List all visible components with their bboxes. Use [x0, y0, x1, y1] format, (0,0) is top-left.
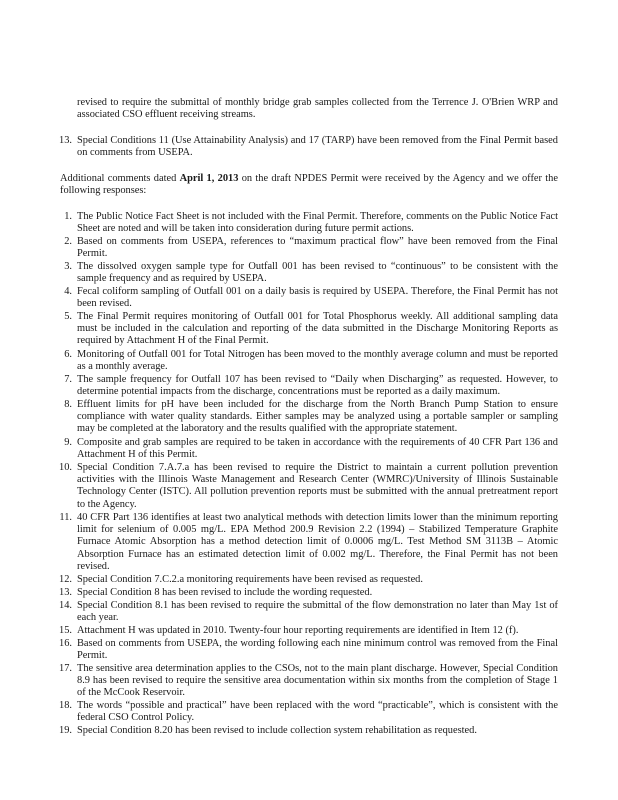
item-text: The dissolved oxygen sample type for Outfall 001 has been revised to “continuous” to be consistent with the sample frequency and as required by USEPA.	[77, 261, 558, 285]
item-number: 19.	[59, 725, 72, 736]
item-number: 15.	[59, 625, 72, 636]
item-text: Special Condition 7.A.7.a has been revised to require the District to maintain a current pollution prevention activities with the Illinois Waste Management and Research Center (WMRC)/University of Illinois Sustainable Technology Center (ISTC). All pollution prevention reports must be submitted with the annual pretreatment report to the Agency.	[77, 462, 558, 510]
item-number: 4.	[64, 286, 72, 297]
item-number: 11.	[59, 512, 72, 523]
item-number: 16.	[59, 638, 72, 649]
item-text: Special Conditions 11 (Use Attainability Analysis) and 17 (TARP) have been removed from the Final Permit based on comments from USEPA.	[77, 135, 558, 159]
item-number: 7.	[64, 374, 72, 385]
continued-paragraph: revised to require the submittal of monthly bridge grab samples collected from the Terrence J. O'Brien WRP and associated CSO effluent receiving streams.	[77, 97, 558, 121]
item-text: Monitoring of Outfall 001 for Total Nitrogen has been moved to the monthly average column and must be reported as a monthly average.	[77, 349, 558, 373]
item-text: Based on comments from USEPA, references to “maximum practical flow” have been removed from the Final Permit.	[77, 236, 558, 260]
item-text: Special Condition 8.20 has been revised to include collection system rehabilitation as requested.	[77, 725, 477, 736]
item-number: 9.	[64, 437, 72, 448]
item-number: 12.	[59, 574, 72, 585]
item-number: 18.	[59, 700, 72, 711]
item-text: The sensitive area determination applies to the CSOs, not to the main plant discharge. However, Special Condition 8.9 has been revised to require the sensitive area documentation within six months from the completion of Stage 1 of the McCook Reservoir.	[77, 663, 558, 699]
item-number: 13.	[59, 135, 72, 146]
intro-after: on the draft NPDES Permit were received by the Agency and we offer the following responses:	[60, 173, 558, 197]
intro-paragraph	[60, 173, 558, 197]
item-number: 3.	[64, 261, 72, 272]
item-number: 6.	[64, 349, 72, 360]
item-text: Special Condition 8.1 has been revised to require the submittal of the flow demonstration no later than May 1st of each year.	[77, 600, 558, 624]
item-number: 14.	[59, 600, 72, 611]
item-text: The Final Permit requires monitoring of Outfall 001 for Total Phosphorus weekly. All additional sampling data must be included in the calculation and reporting of the data submitted in the Discharge Monitoring Reports as required by Attachment H of the Final Permit.	[77, 311, 558, 347]
item-text: Composite and grab samples are required to be taken in accordance with the requirements of 40 CFR Part 136 and Attachment H of this Permit.	[77, 437, 558, 461]
item-text: The sample frequency for Outfall 107 has been revised to “Daily when Discharging” as requested. However, to determine potential impacts from the discharge, concentrations must be reported as a daily maximum.	[77, 374, 558, 398]
item-number: 1.	[64, 211, 72, 222]
item-text: Effluent limits for pH have been included for the discharge from the North Branch Pump Station to ensure compliance with water quality standards. Either samples may be analyzed using a portable sampler or sampling may be completed at the laboratory and the results qualified with the appropriate statement.	[77, 399, 558, 435]
item-number: 2.	[64, 236, 72, 247]
intro-date: April 1, 2013	[179, 173, 239, 184]
item-number: 17.	[59, 663, 72, 674]
item-text: The Public Notice Fact Sheet is not included with the Final Permit. Therefore, comments on the Public Notice Fact Sheet are noted and will be taken into consideration during future permit actions.	[77, 211, 558, 235]
item-text: The words “possible and practical” have been replaced with the word “practicable”, which is consistent with the federal CSO Control Policy.	[77, 700, 558, 724]
intro-before: Additional comments dated	[60, 173, 180, 184]
item-number: 13.	[59, 587, 72, 598]
item-number: 10.	[59, 462, 72, 473]
item-number: 5.	[64, 311, 72, 322]
item-text: Special Condition 7.C.2.a monitoring requirements have been revised as requested.	[77, 574, 423, 585]
item-text: Special Condition 8 has been revised to include the wording requested.	[77, 587, 373, 598]
item-text: Fecal coliform sampling of Outfall 001 on a daily basis is required by USEPA. Therefore, the Final Permit has not been revised.	[77, 286, 558, 310]
item-number: 8.	[64, 399, 72, 410]
item-text: Attachment H was updated in 2010. Twenty-four hour reporting requirements are identified in Item 12 (f).	[77, 625, 519, 636]
item-text: Based on comments from USEPA, the wording following each nine minimum control was removed from the Final Permit.	[77, 638, 558, 662]
item-text: 40 CFR Part 136 identifies at least two analytical methods with detection limits lower than the minimum reporting limit for selenium of 0.005 mg/L. EPA Method 200.9 Revision 2.2 (1994) – Stabilized Temperature Graphite Furnace Atomic Absorption has a method detection limit of 0.0006 mg/L. Test Method SM 3113B – Atomic Absorption Furnace has an estimated detection limit of 0.002 mg/L. Therefore, the Final Permit has not been revised.	[77, 512, 558, 572]
